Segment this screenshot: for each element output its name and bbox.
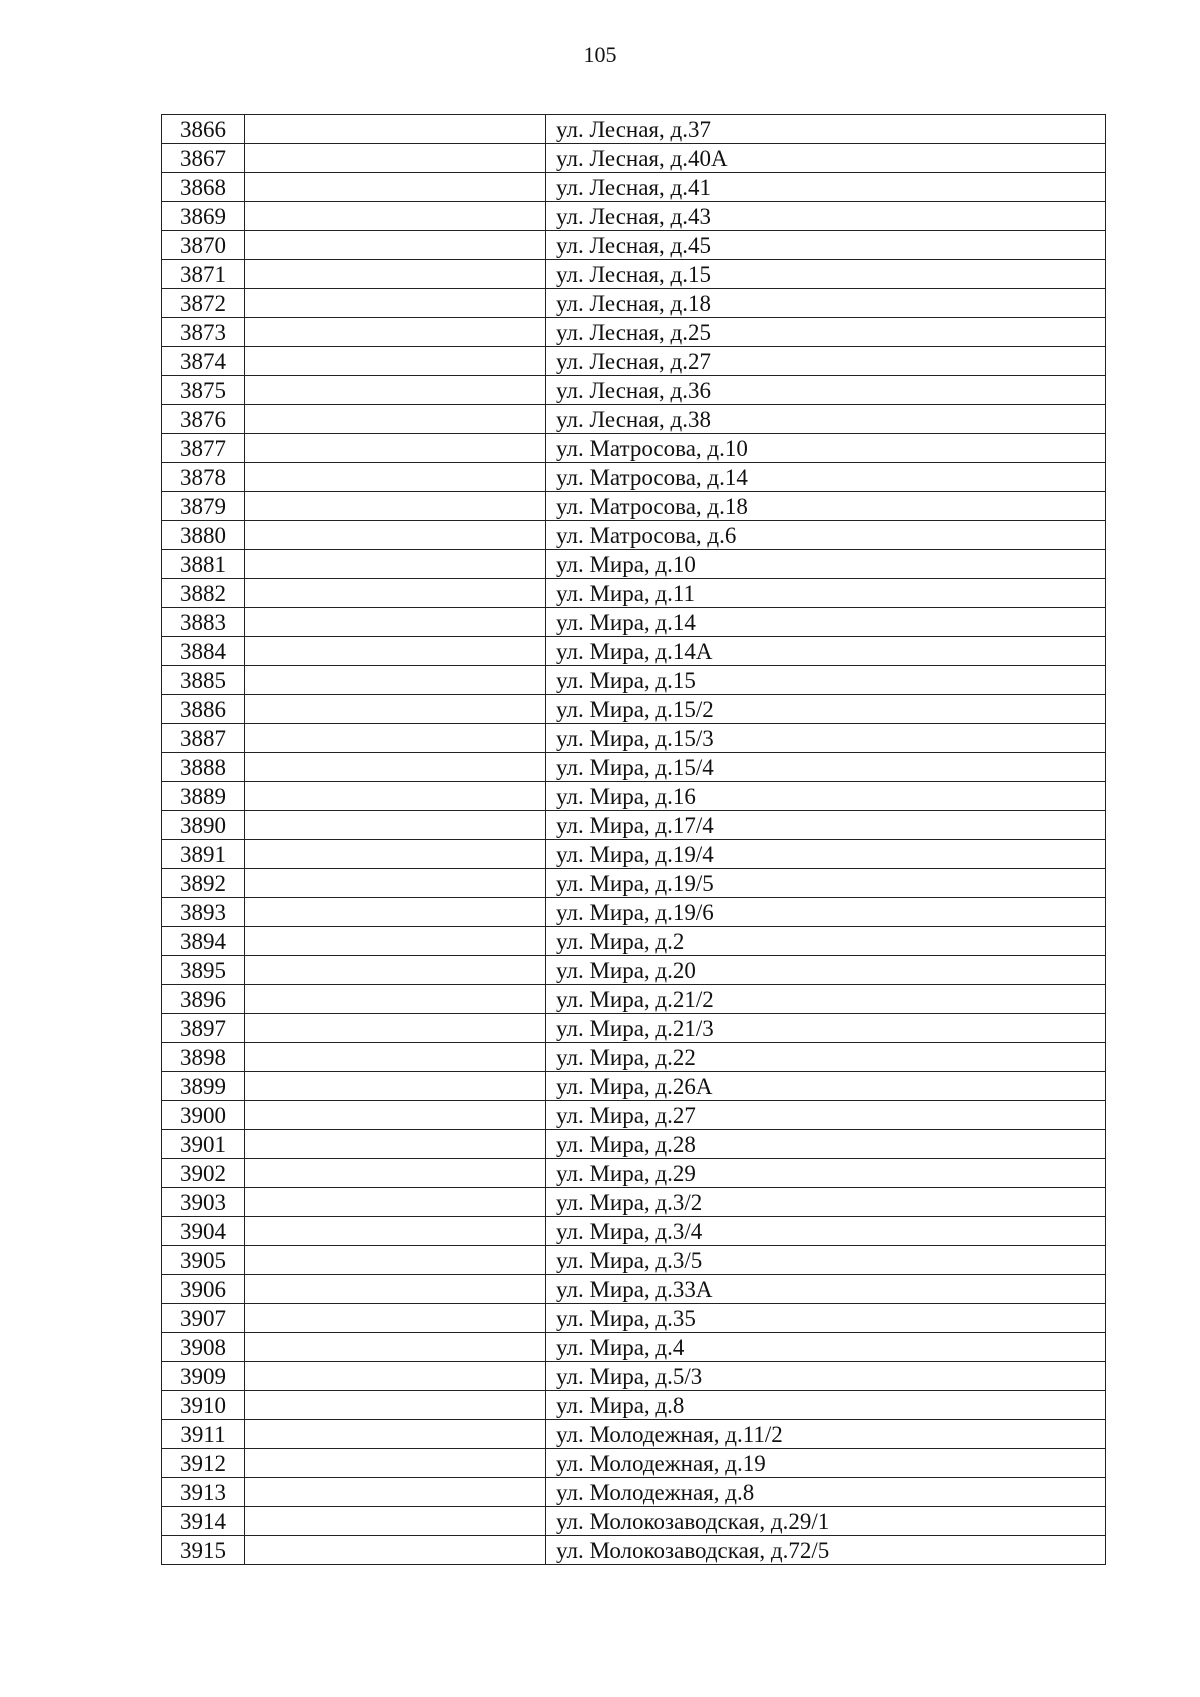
table-row: [162, 115, 1106, 144]
district-cell: [245, 666, 546, 695]
address-cell: ул. Лесная, д.18: [546, 289, 1106, 318]
district-cell: [245, 1246, 546, 1275]
row-number-cell: 3873: [162, 318, 245, 347]
address-cell: ул. Мира, д.27: [546, 1101, 1106, 1130]
address-cell: ул. Мира, д.15: [546, 666, 1106, 695]
district-cell: [245, 1304, 546, 1333]
row-number-cell: 3902: [162, 1159, 245, 1188]
row-number-cell: 3914: [162, 1507, 245, 1536]
table-row: [162, 492, 1106, 521]
row-number-cell: 3911: [162, 1420, 245, 1449]
address-cell: ул. Матросова, д.10: [546, 434, 1106, 463]
address-cell: ул. Мира, д.21/2: [546, 985, 1106, 1014]
row-number-cell: 3904: [162, 1217, 245, 1246]
district-cell: [245, 869, 546, 898]
row-number-cell: 3915: [162, 1536, 245, 1565]
district-cell: [245, 1159, 546, 1188]
row-number-cell: 3875: [162, 376, 245, 405]
district-cell: [245, 898, 546, 927]
district-cell: [245, 1420, 546, 1449]
district-cell: [245, 463, 546, 492]
table-row: [162, 405, 1106, 434]
table-row: [162, 260, 1106, 289]
table-row: [162, 173, 1106, 202]
table-row: [162, 695, 1106, 724]
district-cell: [245, 927, 546, 956]
address-cell: ул. Мира, д.22: [546, 1043, 1106, 1072]
district-cell: [245, 1333, 546, 1362]
table-row: [162, 318, 1106, 347]
district-cell: [245, 782, 546, 811]
address-cell: ул. Матросова, д.14: [546, 463, 1106, 492]
row-number-cell: 3877: [162, 434, 245, 463]
district-cell: [245, 492, 546, 521]
district-cell: [245, 318, 546, 347]
table-row: [162, 1101, 1106, 1130]
district-cell: [245, 840, 546, 869]
row-number-cell: 3868: [162, 173, 245, 202]
district-cell: [245, 376, 546, 405]
address-cell: ул. Мира, д.15/3: [546, 724, 1106, 753]
district-cell: [245, 115, 546, 144]
table-row: [162, 347, 1106, 376]
row-number-cell: 3908: [162, 1333, 245, 1362]
address-cell: ул. Мира, д.14А: [546, 637, 1106, 666]
address-cell: ул. Мира, д.19/5: [546, 869, 1106, 898]
row-number-cell: 3880: [162, 521, 245, 550]
address-cell: ул. Мира, д.8: [546, 1391, 1106, 1420]
district-cell: [245, 985, 546, 1014]
address-cell: ул. Лесная, д.37: [546, 115, 1106, 144]
address-cell: ул. Мира, д.2: [546, 927, 1106, 956]
table-row: [162, 144, 1106, 173]
row-number-cell: 3874: [162, 347, 245, 376]
address-cell: ул. Мира, д.16: [546, 782, 1106, 811]
address-cell: ул. Мира, д.29: [546, 1159, 1106, 1188]
row-number-cell: 3886: [162, 695, 245, 724]
row-number-cell: 3907: [162, 1304, 245, 1333]
address-cell: ул. Мира, д.28: [546, 1130, 1106, 1159]
address-cell: ул. Молодежная, д.8: [546, 1478, 1106, 1507]
row-number-cell: 3909: [162, 1362, 245, 1391]
table-row: [162, 289, 1106, 318]
district-cell: [245, 579, 546, 608]
district-cell: [245, 1478, 546, 1507]
table-row: [162, 1420, 1106, 1449]
table-row: [162, 376, 1106, 405]
row-number-cell: 3892: [162, 869, 245, 898]
row-number-cell: 3900: [162, 1101, 245, 1130]
district-cell: [245, 608, 546, 637]
address-cell: ул. Молокозаводская, д.72/5: [546, 1536, 1106, 1565]
row-number-cell: 3887: [162, 724, 245, 753]
row-number-cell: 3903: [162, 1188, 245, 1217]
row-number-cell: 3882: [162, 579, 245, 608]
address-table: [161, 114, 1106, 1565]
table-row: [162, 202, 1106, 231]
row-number-cell: 3878: [162, 463, 245, 492]
row-number-cell: 3906: [162, 1275, 245, 1304]
table-row: [162, 1217, 1106, 1246]
table-row: [162, 1188, 1106, 1217]
row-number-cell: 3866: [162, 115, 245, 144]
district-cell: [245, 521, 546, 550]
address-cell: ул. Мира, д.19/6: [546, 898, 1106, 927]
row-number-cell: 3891: [162, 840, 245, 869]
table-row: [162, 1478, 1106, 1507]
row-number-cell: 3870: [162, 231, 245, 260]
address-cell: ул. Мира, д.15/2: [546, 695, 1106, 724]
district-cell: [245, 289, 546, 318]
district-cell: [245, 1449, 546, 1478]
table-row: [162, 1391, 1106, 1420]
address-cell: ул. Мира, д.5/3: [546, 1362, 1106, 1391]
district-cell: [245, 550, 546, 579]
table-row: [162, 463, 1106, 492]
address-cell: ул. Молокозаводская, д.29/1: [546, 1507, 1106, 1536]
address-cell: ул. Мира, д.17/4: [546, 811, 1106, 840]
row-number-cell: 3883: [162, 608, 245, 637]
address-cell: ул. Мира, д.14: [546, 608, 1106, 637]
row-number-cell: 3905: [162, 1246, 245, 1275]
address-cell: ул. Матросова, д.18: [546, 492, 1106, 521]
address-cell: ул. Мира, д.26А: [546, 1072, 1106, 1101]
row-number-cell: 3894: [162, 927, 245, 956]
district-cell: [245, 956, 546, 985]
table-row: [162, 231, 1106, 260]
row-number-cell: 3899: [162, 1072, 245, 1101]
table-body: [162, 115, 1106, 1565]
district-cell: [245, 434, 546, 463]
table-row: [162, 1072, 1106, 1101]
address-cell: ул. Молодежная, д.19: [546, 1449, 1106, 1478]
table-row: [162, 1159, 1106, 1188]
district-cell: [245, 231, 546, 260]
address-cell: ул. Лесная, д.43: [546, 202, 1106, 231]
table-row: [162, 1275, 1106, 1304]
table-row: [162, 1043, 1106, 1072]
address-cell: ул. Мира, д.10: [546, 550, 1106, 579]
address-cell: ул. Мира, д.4: [546, 1333, 1106, 1362]
table-row: [162, 637, 1106, 666]
district-cell: [245, 1536, 546, 1565]
table-row: [162, 579, 1106, 608]
row-number-cell: 3871: [162, 260, 245, 289]
district-cell: [245, 144, 546, 173]
district-cell: [245, 1217, 546, 1246]
district-cell: [245, 811, 546, 840]
address-cell: ул. Мира, д.3/5: [546, 1246, 1106, 1275]
address-cell: ул. Лесная, д.38: [546, 405, 1106, 434]
row-number-cell: 3896: [162, 985, 245, 1014]
district-cell: [245, 260, 546, 289]
table-row: [162, 1304, 1106, 1333]
table-row: [162, 753, 1106, 782]
address-cell: ул. Мира, д.21/3: [546, 1014, 1106, 1043]
district-cell: [245, 637, 546, 666]
table-row: [162, 1014, 1106, 1043]
district-cell: [245, 405, 546, 434]
address-cell: ул. Лесная, д.41: [546, 173, 1106, 202]
row-number-cell: 3889: [162, 782, 245, 811]
table-row: [162, 1130, 1106, 1159]
table-row: [162, 956, 1106, 985]
row-number-cell: 3912: [162, 1449, 245, 1478]
table-row: [162, 724, 1106, 753]
district-cell: [245, 753, 546, 782]
address-cell: ул. Мира, д.11: [546, 579, 1106, 608]
address-cell: ул. Мира, д.15/4: [546, 753, 1106, 782]
address-cell: ул. Лесная, д.45: [546, 231, 1106, 260]
address-cell: ул. Лесная, д.36: [546, 376, 1106, 405]
table-row: [162, 898, 1106, 927]
district-cell: [245, 1072, 546, 1101]
district-cell: [245, 173, 546, 202]
address-cell: ул. Лесная, д.15: [546, 260, 1106, 289]
row-number-cell: 3885: [162, 666, 245, 695]
address-cell: ул. Мира, д.35: [546, 1304, 1106, 1333]
table-row: [162, 811, 1106, 840]
district-cell: [245, 1043, 546, 1072]
district-cell: [245, 1275, 546, 1304]
district-cell: [245, 1130, 546, 1159]
district-cell: [245, 1391, 546, 1420]
table-row: [162, 1362, 1106, 1391]
table-row: [162, 1246, 1106, 1275]
address-cell: ул. Мира, д.20: [546, 956, 1106, 985]
table-row: [162, 1507, 1106, 1536]
district-cell: [245, 1101, 546, 1130]
row-number-cell: 3876: [162, 405, 245, 434]
district-cell: [245, 202, 546, 231]
row-number-cell: 3888: [162, 753, 245, 782]
district-cell: [245, 724, 546, 753]
table-row: [162, 927, 1106, 956]
table-row: [162, 840, 1106, 869]
district-cell: [245, 695, 546, 724]
table-row: [162, 434, 1106, 463]
table-row: [162, 782, 1106, 811]
district-cell: [245, 1362, 546, 1391]
table-row: [162, 608, 1106, 637]
row-number-cell: 3893: [162, 898, 245, 927]
district-cell: [245, 1188, 546, 1217]
page-number: 105: [583, 42, 617, 67]
row-number-cell: 3897: [162, 1014, 245, 1043]
address-cell: ул. Мира, д.3/2: [546, 1188, 1106, 1217]
row-number-cell: 3913: [162, 1478, 245, 1507]
table-row: [162, 666, 1106, 695]
address-cell: ул. Матросова, д.6: [546, 521, 1106, 550]
district-cell: [245, 1507, 546, 1536]
district-cell: [245, 1014, 546, 1043]
row-number-cell: 3879: [162, 492, 245, 521]
row-number-cell: 3872: [162, 289, 245, 318]
table-row: [162, 869, 1106, 898]
address-cell: ул. Мира, д.3/4: [546, 1217, 1106, 1246]
row-number-cell: 3901: [162, 1130, 245, 1159]
row-number-cell: 3898: [162, 1043, 245, 1072]
row-number-cell: 3884: [162, 637, 245, 666]
row-number-cell: 3910: [162, 1391, 245, 1420]
table-row: [162, 1333, 1106, 1362]
address-cell: ул. Лесная, д.25: [546, 318, 1106, 347]
address-cell: ул. Лесная, д.27: [546, 347, 1106, 376]
row-number-cell: 3895: [162, 956, 245, 985]
table-row: [162, 550, 1106, 579]
address-cell: ул. Мира, д.33А: [546, 1275, 1106, 1304]
row-number-cell: 3890: [162, 811, 245, 840]
address-cell: ул. Молодежная, д.11/2: [546, 1420, 1106, 1449]
table-row: [162, 521, 1106, 550]
address-cell: ул. Мира, д.19/4: [546, 840, 1106, 869]
row-number-cell: 3881: [162, 550, 245, 579]
row-number-cell: 3869: [162, 202, 245, 231]
district-cell: [245, 347, 546, 376]
table-row: [162, 1449, 1106, 1478]
row-number-cell: 3867: [162, 144, 245, 173]
table-row: [162, 1536, 1106, 1565]
address-cell: ул. Лесная, д.40А: [546, 144, 1106, 173]
table-row: [162, 985, 1106, 1014]
